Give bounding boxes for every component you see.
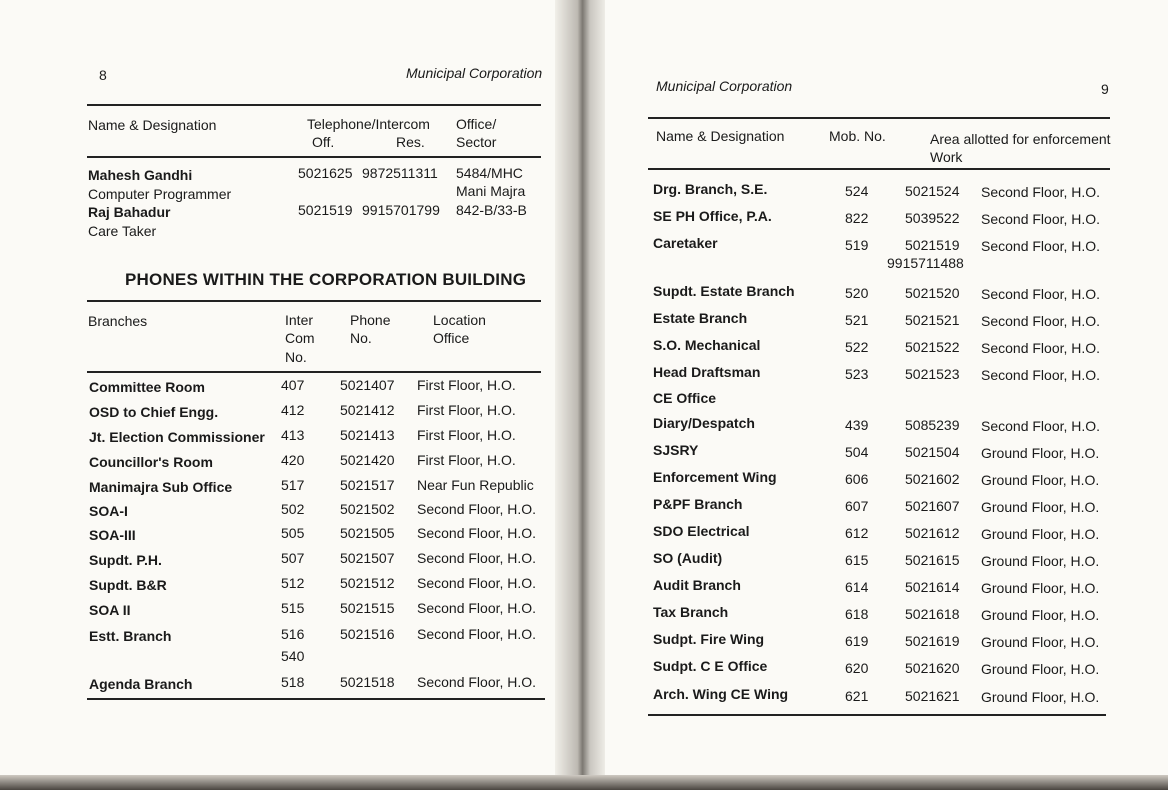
branch-phone: 5021512 bbox=[340, 575, 395, 591]
directory-location: Second Floor, H.O. bbox=[981, 340, 1101, 356]
branch-name: Supdt. B&R bbox=[89, 577, 167, 593]
directory-ext: 822 bbox=[845, 210, 869, 226]
directory-ext: 521 bbox=[845, 312, 869, 328]
branch-location: Second Floor, H.O. bbox=[417, 600, 537, 616]
directory-location: Ground Floor, H.O. bbox=[981, 580, 1100, 596]
branch-intercom: 517 bbox=[281, 477, 305, 493]
branch-name: OSD to Chief Engg. bbox=[89, 404, 219, 420]
official-office-phone: 5021625 bbox=[298, 165, 353, 181]
branch-intercom: 420 bbox=[281, 452, 305, 468]
directory-phone: 5021519 bbox=[905, 237, 960, 253]
directory-phone: 5021607 bbox=[905, 498, 960, 514]
officials-header-res: Res. bbox=[396, 134, 425, 150]
branch-name: Supdt. P.H. bbox=[89, 552, 162, 568]
directory-phone: 5085239 bbox=[905, 417, 960, 433]
directory-mobile-extra: 9915711488 bbox=[887, 255, 964, 271]
directory-ext: 620 bbox=[845, 660, 869, 676]
phones-header-intercom-1: Inter bbox=[285, 312, 314, 328]
branch-phone: 5021515 bbox=[340, 600, 395, 616]
branch-phone: 5021420 bbox=[340, 452, 395, 468]
directory-ext: 520 bbox=[845, 285, 869, 301]
directory-name: Head Draftsman bbox=[653, 364, 761, 380]
branch-name: SOA II bbox=[89, 602, 131, 618]
page-bottom-edge bbox=[0, 775, 1168, 790]
directory-name: SE PH Office, P.A. bbox=[653, 208, 772, 224]
branch-phone: 5021518 bbox=[340, 674, 395, 690]
directory-phone: 5021615 bbox=[905, 552, 960, 568]
officials-header-telephone: Telephone/Intercom bbox=[307, 116, 430, 132]
directory-location: Ground Floor, H.O. bbox=[981, 634, 1100, 650]
directory-location: Ground Floor, H.O. bbox=[981, 526, 1100, 542]
directory-name: S.O. Mechanical bbox=[653, 337, 761, 353]
official-designation: Care Taker bbox=[88, 223, 157, 239]
directory-phone: 5021522 bbox=[905, 339, 960, 355]
branch-intercom: 518 bbox=[281, 674, 305, 690]
officials-header-rule bbox=[87, 156, 541, 158]
directory-name: Diary/Despatch bbox=[653, 415, 755, 431]
section-heading: PHONES WITHIN THE CORPORATION BUILDING bbox=[125, 270, 527, 289]
directory-location: Ground Floor, H.O. bbox=[981, 661, 1100, 677]
directory-location: Ground Floor, H.O. bbox=[981, 607, 1100, 623]
officials-header-off: Off. bbox=[312, 134, 335, 150]
branch-location: First Floor, H.O. bbox=[417, 402, 516, 418]
phones-header-location-1: Location bbox=[433, 312, 486, 328]
page-number-left: 8 bbox=[99, 67, 107, 83]
branch-location: Second Floor, H.O. bbox=[417, 674, 537, 690]
directory-name: Sudpt. C E Office bbox=[653, 658, 768, 674]
branch-location: First Floor, H.O. bbox=[417, 377, 516, 393]
directory-header-rule bbox=[648, 168, 1110, 170]
branch-name: Jt. Election Commissioner bbox=[89, 429, 265, 445]
book-gutter bbox=[555, 0, 605, 790]
directory-phone: 5021524 bbox=[905, 183, 960, 199]
phones-header-phone-1: Phone bbox=[350, 312, 391, 328]
directory-bottom-rule bbox=[648, 714, 1106, 716]
directory-name: Drg. Branch, S.E. bbox=[653, 181, 768, 197]
directory-phone: 5021521 bbox=[905, 312, 960, 328]
running-head-right: Municipal Corporation bbox=[656, 78, 793, 94]
branch-location: Second Floor, H.O. bbox=[417, 525, 537, 541]
directory-location: Ground Floor, H.O. bbox=[981, 499, 1100, 515]
page-number-right: 9 bbox=[1101, 81, 1109, 97]
phones-header-intercom-3: No. bbox=[285, 349, 307, 365]
official-designation: Computer Programmer bbox=[88, 186, 232, 202]
directory-header-area-1: Area allotted for enforcement bbox=[930, 131, 1111, 147]
directory-ext: 618 bbox=[845, 606, 869, 622]
directory-header-area-2: Work bbox=[930, 149, 963, 165]
directory-location: Second Floor, H.O. bbox=[981, 313, 1101, 329]
directory-ext: 522 bbox=[845, 339, 869, 355]
branch-location: Near Fun Republic bbox=[417, 477, 534, 493]
directory-name: Sudpt. Fire Wing bbox=[653, 631, 765, 647]
official-office-sector: 5484/MHC bbox=[456, 165, 523, 181]
directory-name: Caretaker bbox=[653, 235, 718, 251]
directory-phone: 5021621 bbox=[905, 688, 960, 704]
directory-ext: 621 bbox=[845, 688, 869, 704]
branch-location: Second Floor, H.O. bbox=[417, 626, 537, 642]
branch-phone: 5021412 bbox=[340, 402, 395, 418]
directory-name: P&PF Branch bbox=[653, 496, 743, 512]
branch-location: First Floor, H.O. bbox=[417, 427, 516, 443]
branch-name: Councillor's Room bbox=[89, 454, 213, 470]
directory-name: CE Office bbox=[653, 390, 717, 406]
phones-header-branches: Branches bbox=[88, 313, 148, 329]
directory-top-rule bbox=[648, 117, 1110, 119]
directory-name: Estate Branch bbox=[653, 310, 748, 326]
directory-name: Supdt. Estate Branch bbox=[653, 283, 795, 299]
running-head-left: Municipal Corporation bbox=[406, 65, 543, 81]
branch-intercom: 413 bbox=[281, 427, 305, 443]
branch-name: SOA-III bbox=[89, 527, 136, 543]
phones-bottom-rule bbox=[87, 698, 545, 700]
branch-intercom: 515 bbox=[281, 600, 305, 616]
phones-header-location-2: Office bbox=[433, 330, 470, 346]
branch-phone: 5021413 bbox=[340, 427, 395, 443]
directory-ext: 607 bbox=[845, 498, 869, 514]
branch-phone: 5021502 bbox=[340, 501, 395, 517]
directory-name: Arch. Wing CE Wing bbox=[653, 686, 789, 702]
directory-ext: 519 bbox=[845, 237, 869, 253]
officials-header-office: Office/ bbox=[456, 116, 497, 132]
directory-ext: 612 bbox=[845, 525, 869, 541]
directory-ext: 619 bbox=[845, 633, 869, 649]
directory-ext: 615 bbox=[845, 552, 869, 568]
directory-phone: 5021618 bbox=[905, 606, 960, 622]
directory-name: SJSRY bbox=[653, 442, 699, 458]
branch-phone: 5021516 bbox=[340, 626, 395, 642]
directory-ext: 439 bbox=[845, 417, 869, 433]
branch-location: First Floor, H.O. bbox=[417, 452, 516, 468]
official-name: Raj Bahadur bbox=[88, 204, 171, 220]
official-residence-phone: 9872511311 bbox=[362, 165, 438, 181]
directory-phone: 5039522 bbox=[905, 210, 960, 226]
branch-intercom: 412 bbox=[281, 402, 305, 418]
branch-name: SOA-I bbox=[89, 503, 128, 519]
branch-name: Committee Room bbox=[89, 379, 205, 395]
branch-location: Second Floor, H.O. bbox=[417, 575, 537, 591]
official-residence-phone: 9915701799 bbox=[362, 202, 440, 218]
directory-ext: 614 bbox=[845, 579, 869, 595]
officials-header-sector: Sector bbox=[456, 134, 497, 150]
phones-header-rule bbox=[87, 371, 541, 373]
official-office-sector-line2: Mani Majra bbox=[456, 183, 526, 199]
directory-ext: 524 bbox=[845, 183, 869, 199]
directory-phone: 5021620 bbox=[905, 660, 960, 676]
branch-intercom-extra: 540 bbox=[281, 648, 305, 664]
directory-ext: 606 bbox=[845, 471, 869, 487]
official-office-sector: 842-B/33-B bbox=[456, 202, 527, 218]
directory-name: Enforcement Wing bbox=[653, 469, 777, 485]
directory-phone: 5021612 bbox=[905, 525, 960, 541]
directory-location: Ground Floor, H.O. bbox=[981, 689, 1100, 705]
branch-phone: 5021505 bbox=[340, 525, 395, 541]
branch-intercom: 512 bbox=[281, 575, 305, 591]
directory-phone: 5021619 bbox=[905, 633, 960, 649]
phones-top-rule bbox=[87, 300, 541, 302]
official-name: Mahesh Gandhi bbox=[88, 167, 193, 183]
branch-intercom: 502 bbox=[281, 501, 305, 517]
directory-phone: 5021504 bbox=[905, 444, 960, 460]
directory-location: Second Floor, H.O. bbox=[981, 184, 1101, 200]
branch-phone: 5021507 bbox=[340, 550, 395, 566]
branch-intercom: 505 bbox=[281, 525, 305, 541]
branch-phone: 5021407 bbox=[340, 377, 395, 393]
directory-ext: 504 bbox=[845, 444, 869, 460]
directory-phone: 5021523 bbox=[905, 366, 960, 382]
phones-header-phone-2: No. bbox=[350, 330, 372, 346]
officials-top-rule bbox=[87, 104, 541, 106]
directory-header-mob: Mob. No. bbox=[829, 128, 886, 144]
directory-location: Ground Floor, H.O. bbox=[981, 445, 1100, 461]
directory-location: Second Floor, H.O. bbox=[981, 367, 1101, 383]
officials-header-name: Name & Designation bbox=[88, 117, 217, 133]
directory-phone: 5021602 bbox=[905, 471, 960, 487]
directory-location: Second Floor, H.O. bbox=[981, 418, 1101, 434]
branch-intercom: 407 bbox=[281, 377, 305, 393]
directory-location: Second Floor, H.O. bbox=[981, 286, 1101, 302]
branch-intercom: 507 bbox=[281, 550, 305, 566]
directory-location: Second Floor, H.O. bbox=[981, 238, 1101, 254]
directory-header-name: Name & Designation bbox=[656, 128, 785, 144]
directory-location: Ground Floor, H.O. bbox=[981, 553, 1100, 569]
directory-name: Tax Branch bbox=[653, 604, 729, 620]
directory-ext: 523 bbox=[845, 366, 869, 382]
branch-location: Second Floor, H.O. bbox=[417, 550, 537, 566]
phones-header-intercom-2: Com bbox=[285, 330, 315, 346]
official-office-phone: 5021519 bbox=[298, 202, 353, 218]
branch-location: Second Floor, H.O. bbox=[417, 501, 537, 517]
directory-phone: 5021614 bbox=[905, 579, 960, 595]
directory-name: Audit Branch bbox=[653, 577, 741, 593]
branch-name: Estt. Branch bbox=[89, 628, 172, 644]
branch-phone: 5021517 bbox=[340, 477, 395, 493]
branch-name: Manimajra Sub Office bbox=[89, 479, 233, 495]
directory-location: Ground Floor, H.O. bbox=[981, 472, 1100, 488]
branch-name: Agenda Branch bbox=[89, 676, 193, 692]
directory-name: SO (Audit) bbox=[653, 550, 723, 566]
directory-name: SDO Electrical bbox=[653, 523, 750, 539]
branch-intercom: 516 bbox=[281, 626, 305, 642]
directory-location: Second Floor, H.O. bbox=[981, 211, 1101, 227]
directory-phone: 5021520 bbox=[905, 285, 960, 301]
